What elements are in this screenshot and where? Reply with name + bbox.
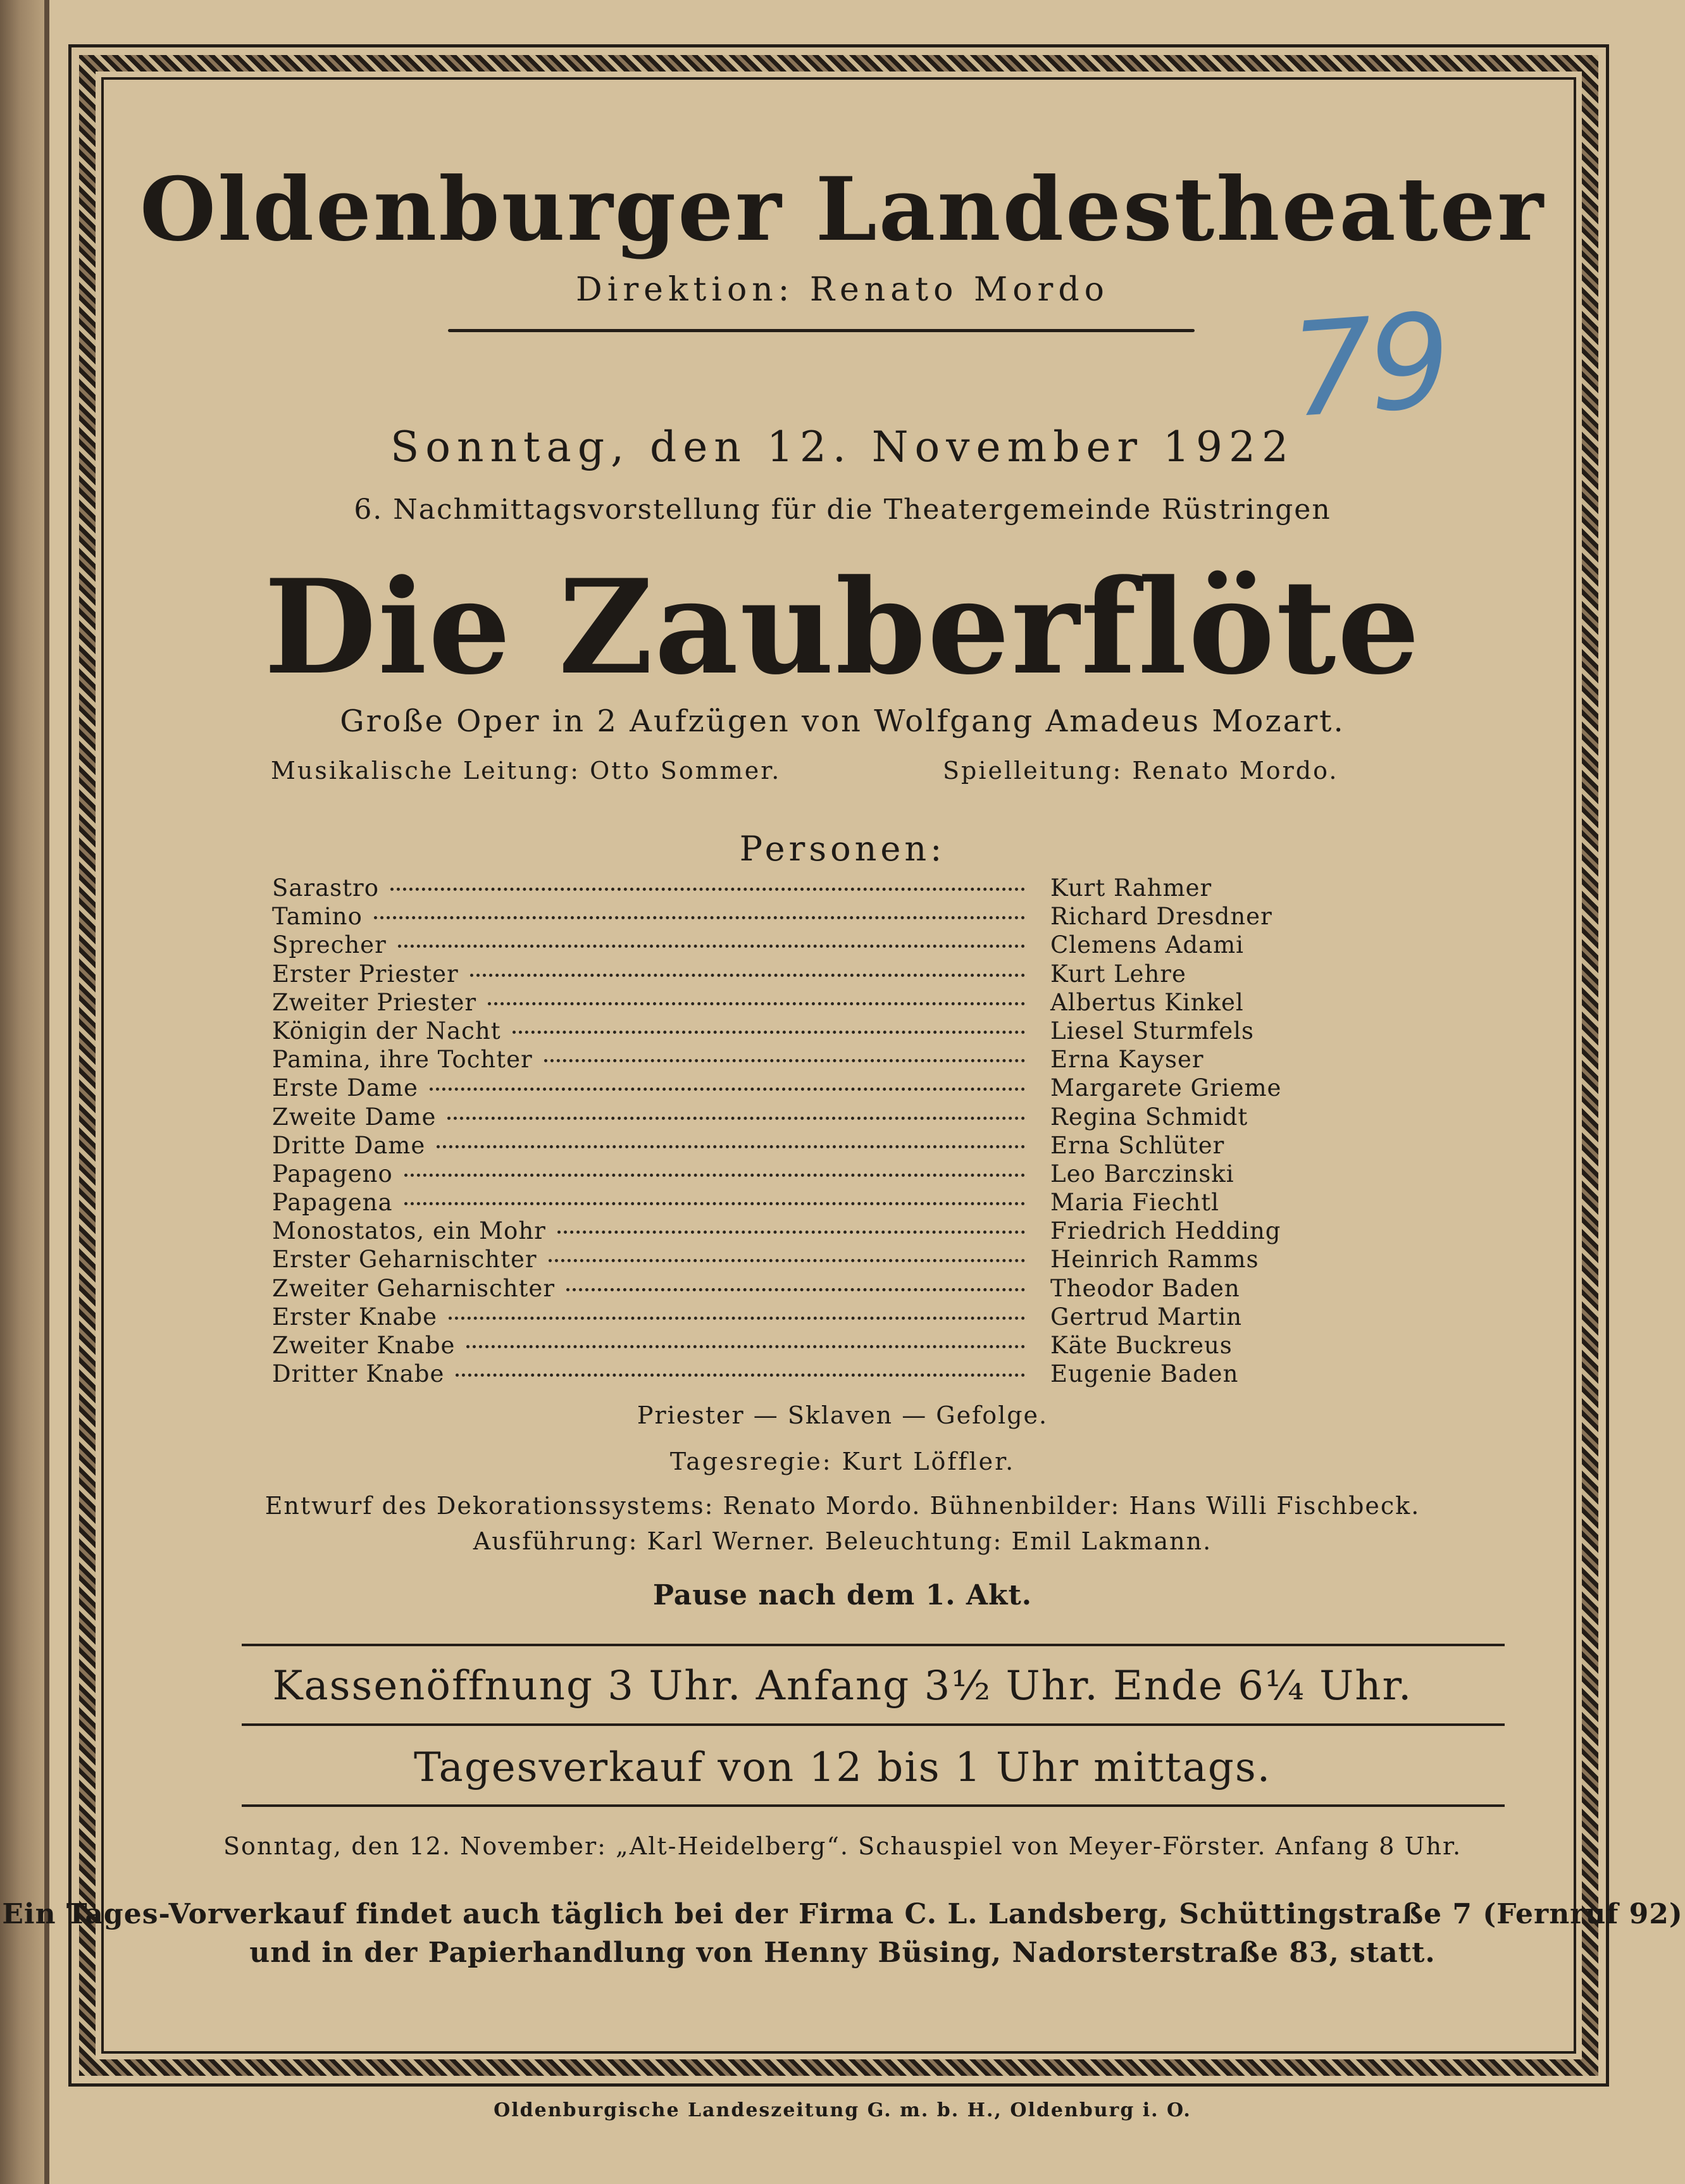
cast-row (272, 1360, 1411, 1389)
cast-actor: Albertus Kinkel (1050, 988, 1244, 1016)
cast-row (272, 1217, 1411, 1246)
leader-dots (404, 1174, 1025, 1177)
cast-actor: Eugenie Baden (1050, 1360, 1239, 1388)
cast-role: Dritte Dame (272, 1131, 426, 1159)
opera-subtitle: Große Oper in 2 Aufzügen von Wolfgang Amadeus Mozart. (340, 704, 1345, 739)
leader-dots (404, 1202, 1025, 1205)
cast-role-cell (272, 1360, 1050, 1387)
cast-row (272, 1103, 1411, 1132)
cast-role: Pamina, ihre Tochter (272, 1046, 533, 1074)
cast-actor: Heinrich Ramms (1050, 1246, 1259, 1274)
advance-sale-line-2: und in der Papierhandlung von Henny Büsing, Nadorsterstraße 83, statt. (249, 1937, 1436, 1969)
performance-info: 6. Nachmittagsvorstellung für die Theatergemeinde Rüstringen (354, 493, 1331, 526)
cast-row (272, 1074, 1411, 1103)
cast-role-cell (272, 1046, 1050, 1073)
cast-actor: Erna Schlüter (1050, 1131, 1225, 1159)
cast-actor: Gertrud Martin (1050, 1303, 1243, 1331)
cast-row (272, 1017, 1411, 1046)
cast-heading: Personen: (739, 829, 946, 869)
execution-credits: Ausführung: Karl Werner. Beleuchtung: Emil Lakmann. (473, 1527, 1212, 1555)
leader-dots (398, 945, 1025, 948)
direction-line: Direktion: Renato Mordo (576, 271, 1109, 309)
evening-performance-notice: Sonntag, den 12. November: „Alt-Heidelberg“. Schauspiel von Meyer-Förster. Anfang 8 Uhr. (223, 1832, 1462, 1860)
printer-imprint: Oldenburgische Landeszeitung G. m. b. H., Oldenburg i. O. (494, 2099, 1191, 2121)
cast-role: Zweiter Knabe (272, 1332, 456, 1359)
cast-role-cell (272, 1303, 1050, 1331)
cast-actor: Richard Dresdner (1050, 903, 1272, 931)
cast-row (272, 1332, 1411, 1360)
cast-role-cell (272, 874, 1050, 902)
cast-row (272, 1189, 1411, 1217)
leader-dots (390, 888, 1025, 891)
musical-direction: Musikalische Leitung: Otto Sommer. (271, 757, 781, 785)
cast-row (272, 874, 1411, 903)
cast-role: Papageno (272, 1160, 393, 1188)
cast-role-cell (272, 1275, 1050, 1302)
leader-dots (557, 1231, 1025, 1234)
divider-rule-3 (242, 1804, 1505, 1807)
cast-row (272, 931, 1411, 960)
cast-role-cell (272, 1103, 1050, 1131)
leader-dots (544, 1059, 1025, 1062)
advance-sale-notice (0, 1895, 1685, 1972)
theater-name: Oldenburger Landestheater (139, 158, 1546, 261)
cast-role: Papagena (272, 1189, 393, 1217)
leader-dots (470, 974, 1025, 977)
cast-actor: Margarete Grieme (1050, 1074, 1282, 1102)
performance-date: Sonntag, den 12. November 1922 (390, 423, 1295, 471)
intermission-note: Pause nach dem 1. Akt. (652, 1579, 1033, 1611)
leader-dots (513, 1031, 1025, 1034)
cast-role-cell (272, 1246, 1050, 1273)
cast-role-cell (272, 1160, 1050, 1188)
cast-actor: Leo Barczinski (1050, 1160, 1234, 1188)
cast-role: Königin der Nacht (272, 1017, 501, 1045)
cast-actor: Kurt Lehre (1050, 960, 1186, 988)
divider-rule-2 (242, 1723, 1505, 1726)
header-rule (448, 329, 1195, 332)
cast-actor: Theodor Baden (1050, 1274, 1240, 1302)
divider-rule-1 (242, 1644, 1505, 1646)
handwritten-number: 79 (1285, 285, 1451, 447)
leader-dots (430, 1088, 1025, 1091)
leader-dots (374, 916, 1025, 919)
cast-role-cell (272, 1017, 1050, 1045)
cast-role: Erster Knabe (272, 1303, 438, 1331)
cast-role-cell (272, 989, 1050, 1016)
cast-actor: Regina Schmidt (1050, 1103, 1248, 1131)
leader-dots (447, 1117, 1025, 1120)
cast-role-cell (272, 1189, 1050, 1216)
leader-dots (549, 1259, 1025, 1262)
cast-role-cell (272, 1217, 1050, 1244)
cast-list (272, 874, 1411, 1389)
cast-role: Zweite Dame (272, 1103, 437, 1131)
cast-role-cell (272, 1332, 1050, 1359)
cast-row (272, 960, 1411, 989)
cast-role: Monostatos, ein Mohr (272, 1217, 546, 1245)
cast-role: Erste Dame (272, 1074, 418, 1102)
cast-role: Sprecher (272, 931, 387, 959)
cast-actor: Friedrich Hedding (1050, 1217, 1281, 1245)
cast-role-cell (272, 1132, 1050, 1159)
leader-dots (488, 1002, 1025, 1005)
cast-row (272, 1246, 1411, 1274)
cast-role: Erster Priester (272, 960, 459, 988)
cast-actor: Liesel Sturmfels (1050, 1017, 1255, 1045)
cast-role-cell (272, 931, 1050, 959)
leader-dots (437, 1145, 1025, 1148)
cast-role: Dritter Knabe (272, 1360, 445, 1388)
cast-extras: Priester — Sklaven — Gefolge. (637, 1401, 1048, 1429)
leader-dots (566, 1288, 1025, 1291)
decoration-credits: Entwurf des Dekorationssystems: Renato Mordo. Bühnenbilder: Hans Willi Fischbeck. (264, 1492, 1421, 1520)
cast-actor: Kurt Rahmer (1050, 874, 1212, 902)
cast-row (272, 1160, 1411, 1189)
cast-row (272, 1132, 1411, 1160)
cast-row (272, 989, 1411, 1017)
cast-role-cell (272, 960, 1050, 988)
cast-actor: Clemens Adami (1050, 931, 1244, 959)
cast-row (272, 903, 1411, 931)
leader-dots (456, 1374, 1025, 1377)
cast-actor: Erna Kayser (1050, 1046, 1204, 1074)
cast-role: Erster Geharnischter (272, 1246, 537, 1274)
opera-title: Die Zauberflöte (264, 552, 1421, 704)
cast-actor: Käte Buckreus (1050, 1332, 1233, 1359)
cast-role-cell (272, 903, 1050, 930)
stage-direction: Spielleitung: Renato Mordo. (943, 757, 1339, 785)
cast-role: Zweiter Geharnischter (272, 1274, 556, 1302)
cast-row (272, 1046, 1411, 1074)
cast-row (272, 1275, 1411, 1303)
daily-direction: Tagesregie: Kurt Löffler. (669, 1448, 1016, 1475)
schedule-times: Kassenöffnung 3 Uhr. Anfang 3½ Uhr. Ende 6¼ Uhr. (272, 1663, 1413, 1709)
cast-role: Tamino (272, 903, 363, 931)
cast-role: Zweiter Priester (272, 988, 477, 1016)
day-sale-times: Tagesverkauf von 12 bis 1 Uhr mittags. (413, 1744, 1272, 1791)
cast-actor: Maria Fiechtl (1050, 1189, 1219, 1217)
cast-row (272, 1303, 1411, 1332)
cast-role: Sarastro (272, 874, 379, 902)
advance-sale-line-1: Ein Tages-Vorverkauf findet auch täglich bei der Firma C. L. Landsberg, Schüttingstraße 7 (Fernruf 92) (2, 1898, 1683, 1930)
leader-dots (449, 1317, 1025, 1320)
cast-role-cell (272, 1074, 1050, 1101)
leader-dots (466, 1345, 1025, 1348)
